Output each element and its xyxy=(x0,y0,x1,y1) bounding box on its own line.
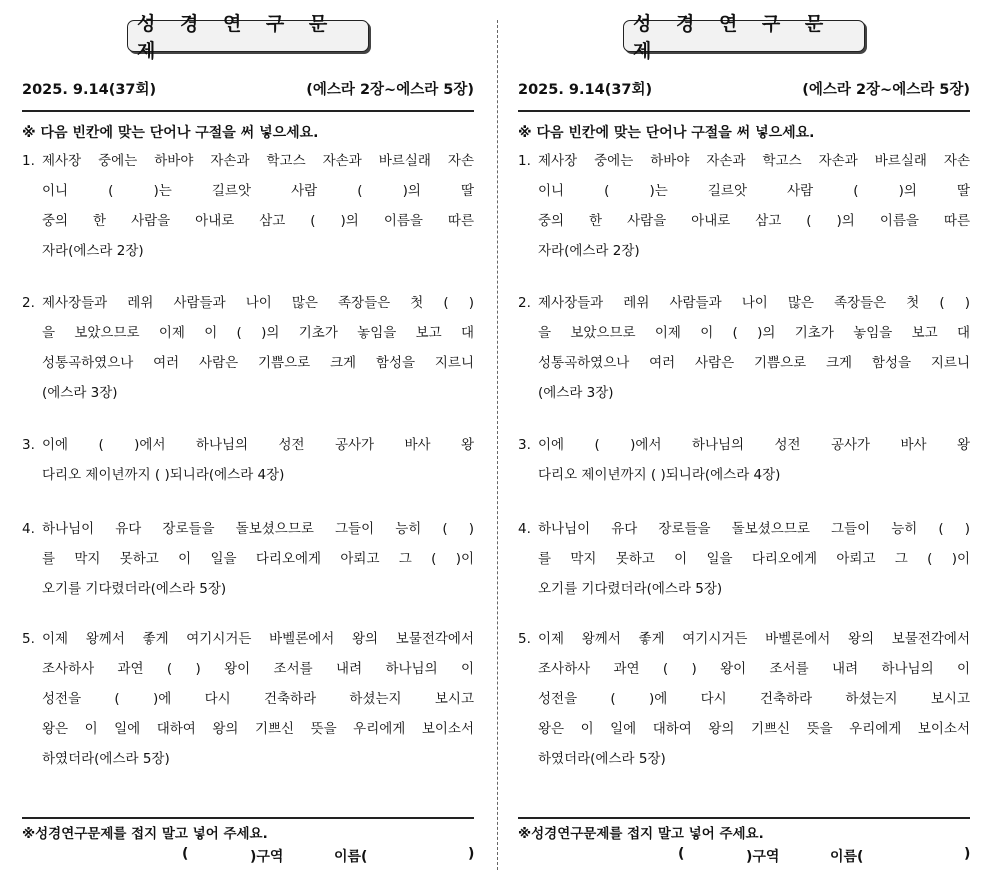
question-line: 조사하사 과연 ( ) 왕이 조서를 내려 하나님의 이 xyxy=(42,661,474,677)
question-line: 제사장들과 레위 사람들과 나이 많은 족장들은 첫 ( ) xyxy=(538,295,970,311)
question-line: 하였더라(에스라 5장) xyxy=(42,751,170,767)
question-5 xyxy=(518,624,970,774)
worksheet-title: 성 경 연 구 문 제 xyxy=(623,20,865,52)
page-divider xyxy=(497,20,498,870)
question-line: 하나님이 유다 장로들을 돌보셨으므로 그들이 능히 ( ) xyxy=(42,521,474,537)
name-close-paren: ) xyxy=(964,846,971,862)
worksheet-date: 2025. 9.14(37회) xyxy=(518,82,653,98)
question-line: 자라(에스라 2장) xyxy=(538,243,640,259)
worksheet-date: 2025. 9.14(37회) xyxy=(22,82,157,98)
question-line: 왕은 이 일에 대하여 왕의 기쁘신 뜻을 우리에게 보이소서 xyxy=(42,721,474,737)
question-line: 중의 한 사람을 아내로 삼고 ( )의 이름을 따른 xyxy=(42,213,474,229)
question-line: 성통곡하였으나 여러 사람은 기쁨으로 크게 함성을 지르니 xyxy=(538,355,970,371)
question-number: 1. xyxy=(518,153,531,169)
footer-note: ※성경연구문제를 접지 말고 넣어 주세요. xyxy=(518,826,764,842)
question-number: 5. xyxy=(22,631,35,647)
question-number: 1. xyxy=(22,153,35,169)
question-3 xyxy=(22,430,474,490)
footer-fields xyxy=(22,846,474,868)
header-rule xyxy=(518,110,970,112)
question-number: 4. xyxy=(518,521,531,537)
question-line: 이니 ( )는 길르앗 사람 ( )의 딸 xyxy=(538,183,970,199)
question-1 xyxy=(22,146,474,266)
question-line: 제사장 중에는 하바야 자손과 학고스 자손과 바르실래 자손 xyxy=(42,153,474,169)
question-1 xyxy=(518,146,970,266)
worksheet-header xyxy=(518,78,970,100)
question-line: 하나님이 유다 장로들을 돌보셨으므로 그들이 능히 ( ) xyxy=(538,521,970,537)
worksheet-right xyxy=(518,0,970,892)
district-label: )구역 xyxy=(250,849,284,865)
question-line: 이제 왕께서 좋게 여기시거든 바벨론에서 왕의 보물전각에서 xyxy=(538,631,970,647)
worksheet-title: 성 경 연 구 문 제 xyxy=(127,20,369,52)
question-2 xyxy=(518,288,970,408)
question-2 xyxy=(22,288,474,408)
question-number: 3. xyxy=(22,437,35,453)
question-number: 3. xyxy=(518,437,531,453)
question-line: 을 보았으므로 이제 이 ( )의 기초가 놓임을 보고 대 xyxy=(42,325,474,341)
question-line: 성전을 ( )에 다시 건축하라 하셨는지 보시고 xyxy=(42,691,474,707)
question-line: 이에 ( )에서 하나님의 성전 공사가 바사 왕 xyxy=(42,437,474,453)
footer-rule xyxy=(518,817,970,819)
question-line: 성통곡하였으나 여러 사람은 기쁨으로 크게 함성을 지르니 xyxy=(42,355,474,371)
question-line: 하였더라(에스라 5장) xyxy=(538,751,666,767)
district-open-paren: ( xyxy=(182,846,189,862)
question-line: 이제 왕께서 좋게 여기시거든 바벨론에서 왕의 보물전각에서 xyxy=(42,631,474,647)
worksheet-left xyxy=(22,0,474,892)
question-line: 이니 ( )는 길르앗 사람 ( )의 딸 xyxy=(42,183,474,199)
question-4 xyxy=(22,514,474,604)
footer-rule xyxy=(22,817,474,819)
question-number: 5. xyxy=(518,631,531,647)
question-line: 성전을 ( )에 다시 건축하라 하셨는지 보시고 xyxy=(538,691,970,707)
question-line: 를 막지 못하고 이 일을 다리오에게 아뢰고 그 ( )이 xyxy=(538,551,970,567)
district-open-paren: ( xyxy=(678,846,685,862)
question-3 xyxy=(518,430,970,490)
question-4 xyxy=(518,514,970,604)
name-label: 이름( xyxy=(334,849,368,865)
question-line: 이에 ( )에서 하나님의 성전 공사가 바사 왕 xyxy=(538,437,970,453)
question-line: 를 막지 못하고 이 일을 다리오에게 아뢰고 그 ( )이 xyxy=(42,551,474,567)
question-line: 중의 한 사람을 아내로 삼고 ( )의 이름을 따른 xyxy=(538,213,970,229)
worksheet-header xyxy=(22,78,474,100)
question-line: 제사장 중에는 하바야 자손과 학고스 자손과 바르실래 자손 xyxy=(538,153,970,169)
question-line: 다리오 제이년까지 ( )되니라(에스라 4장) xyxy=(538,467,781,483)
instruction-text: ※ 다음 빈칸에 맞는 단어나 구절을 써 넣으세요. xyxy=(518,125,815,141)
question-number: 4. xyxy=(22,521,35,537)
footer-fields xyxy=(518,846,970,868)
question-line: (에스라 3장) xyxy=(538,385,614,401)
question-line: 제사장들과 레위 사람들과 나이 많은 족장들은 첫 ( ) xyxy=(42,295,474,311)
name-close-paren: ) xyxy=(468,846,475,862)
worksheet-range: (에스라 2장~에스라 5장) xyxy=(802,82,970,98)
district-label: )구역 xyxy=(746,849,780,865)
instruction-text: ※ 다음 빈칸에 맞는 단어나 구절을 써 넣으세요. xyxy=(22,125,319,141)
name-label: 이름( xyxy=(830,849,864,865)
question-line: 다리오 제이년까지 ( )되니라(에스라 4장) xyxy=(42,467,285,483)
question-line: 왕은 이 일에 대하여 왕의 기쁘신 뜻을 우리에게 보이소서 xyxy=(538,721,970,737)
question-line: 오기를 기다렸더라(에스라 5장) xyxy=(538,581,723,597)
question-line: 자라(에스라 2장) xyxy=(42,243,144,259)
question-5 xyxy=(22,624,474,774)
question-number: 2. xyxy=(518,295,531,311)
question-line: 조사하사 과연 ( ) 왕이 조서를 내려 하나님의 이 xyxy=(538,661,970,677)
question-line: 을 보았으므로 이제 이 ( )의 기초가 놓임을 보고 대 xyxy=(538,325,970,341)
question-number: 2. xyxy=(22,295,35,311)
header-rule xyxy=(22,110,474,112)
worksheet-range: (에스라 2장~에스라 5장) xyxy=(306,82,474,98)
footer-note: ※성경연구문제를 접지 말고 넣어 주세요. xyxy=(22,826,268,842)
question-line: (에스라 3장) xyxy=(42,385,118,401)
question-line: 오기를 기다렸더라(에스라 5장) xyxy=(42,581,227,597)
